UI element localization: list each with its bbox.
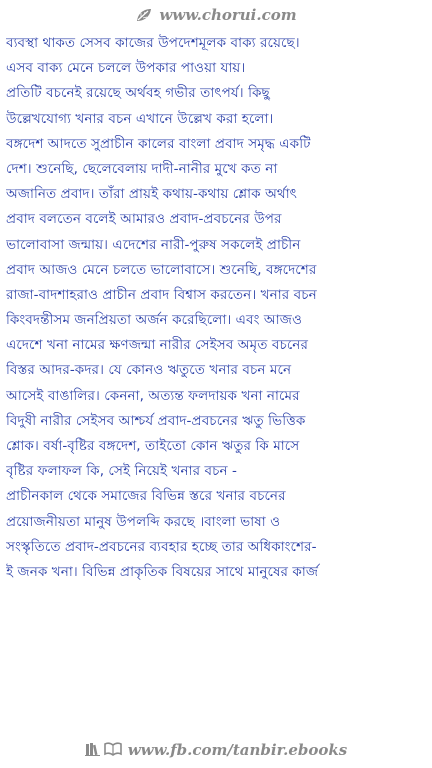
text-line: রাজা-বাদশাহরাও প্রাচীন প্রবাদ বিশ্বাস করতেন। খনার বচন [6, 286, 317, 303]
text-line: প্রতিটি বচনেই রয়েছে অর্থবহ গভীর তাৎপর্য। কিছু [6, 85, 270, 102]
text-line: বঙ্গদেশ আদতে সুপ্রাচীন কালের বাংলা প্রবাদ সমৃদ্ধ একটি [6, 135, 311, 152]
text-line: শ্লোক। বর্ষা-বৃষ্টির বঙ্গদেশ, তাইতো কোন ঋতুর কি মাসে [6, 438, 300, 454]
text-line: প্রাচীনকাল থেকে সমাজের বিভিন্ন স্তরে খনার বচনের [6, 488, 286, 505]
bookshelf-icon [85, 741, 101, 760]
text-line: অজানিত প্রবাদ। তাঁরা প্রায়ই কথায়-কথায় শ্লোক অর্থাৎ [6, 186, 297, 203]
text-line: প্রবাদ বলতেন বলেই আমারও প্রবাদ-প্রবচনের উপর [6, 211, 282, 228]
text-line: এদেশে খনা নামের ক্ষণজন্মা নারীর সেইসব অমৃত বচনের [6, 337, 308, 354]
text-line: প্রবাদ আজও মেনে চলতে ভালোবাসে। শুনেছি, বঙ্গদেশের [6, 261, 317, 278]
text-line: উল্লেখযোগ্য খনার বচন এখানে উল্লেখ করা হলো। [6, 110, 274, 127]
leaf-icon [135, 7, 153, 23]
text-line: কিংবদন্তীসম জনপ্রিয়তা অর্জন করেছিলো। এবং আজও [6, 312, 303, 329]
open-book-icon [104, 741, 122, 760]
text-line: ভালোবাসা জন্মায়। এদেশের নারী-পুরুষ সকলেই প্রাচীন [6, 236, 301, 253]
text-line: এসব বাক্য মেনে চললে উপকার পাওয়া যায়। [6, 60, 246, 77]
site-header [0, 0, 432, 30]
text-line: ব্যবস্থা থাকত সেসব কাজের উপদেশমূলক বাক্য রয়েছে। [6, 35, 300, 51]
text-line: বৃষ্টির ফলাফল কি, সেই নিয়েই খনার বচন - [6, 463, 238, 480]
text-line: আসেই বাঙালির। কেননা, অত্যন্ত ফলদায়ক খনা নামের [6, 387, 300, 404]
text-line: বিদুষী নারীর সেইসব আশ্চর্য প্রবাদ-প্রবচনের ঋতু ভিত্তিক [6, 412, 306, 429]
facebook-url: www.fb.com/tanbir.ebooks [127, 741, 348, 759]
article-body [6, 31, 428, 731]
text-line: বিস্তর আদর-কদর। যে কোনও ঋতুতে খনার বচন মনে [6, 362, 292, 379]
text-line: দেশ। শুনেছি, ছেলেবেলায় দাদী-নানীর মুখে কত না [6, 160, 278, 177]
text-line: সংস্কৃতিতে প্রবাদ-প্রবচনের ব্যবহার হচ্ছে তার অধিকাংশের- [6, 538, 317, 555]
site-footer [0, 732, 432, 768]
text-line: প্রয়োজনীয়তা মানুষ উপলব্দি করছে ।বাংলা ভাষা ও [6, 513, 281, 530]
text-line: ই জনক খনা। বিভিন্ন প্রাকৃতিক বিষয়ের সাথে মানুষের কার্জ [6, 563, 319, 580]
site-url: www.chorui.com [159, 6, 297, 24]
